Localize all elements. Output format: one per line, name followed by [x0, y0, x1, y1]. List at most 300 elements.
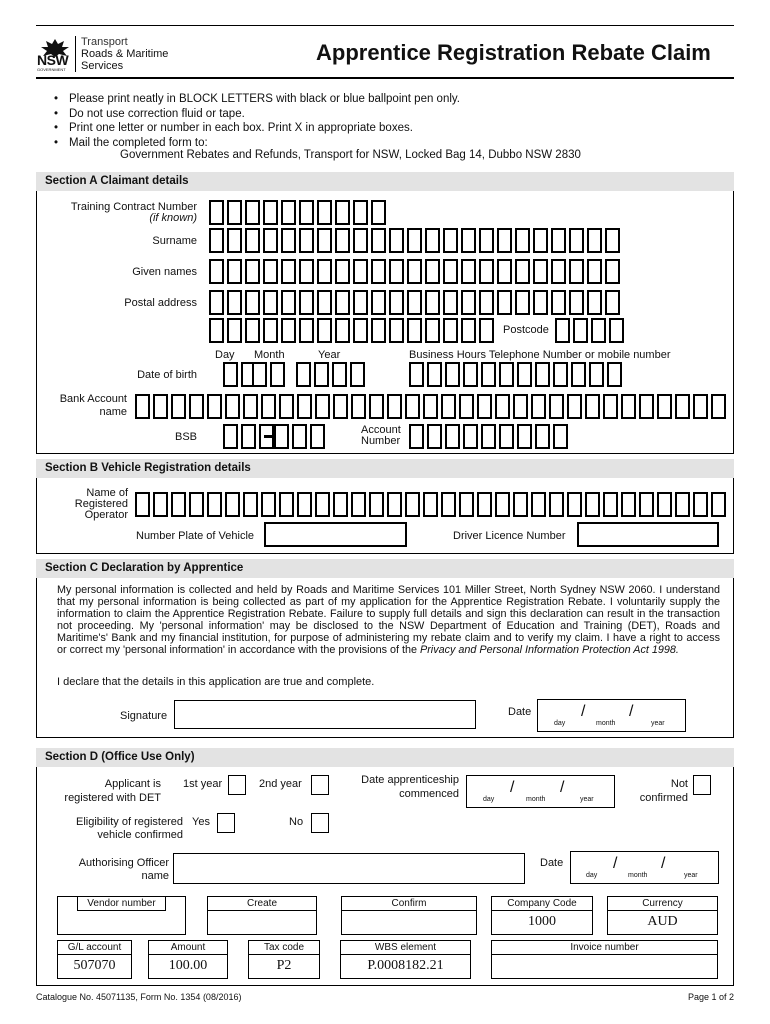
- char-box[interactable]: [263, 228, 278, 253]
- char-box[interactable]: [443, 290, 458, 315]
- char-box[interactable]: [279, 394, 294, 419]
- char-box[interactable]: [335, 259, 350, 284]
- date-commenced-label-2: commenced: [399, 788, 459, 800]
- char-box[interactable]: [477, 492, 492, 517]
- instructions-list: [54, 92, 460, 150]
- eligible-no-checkbox[interactable]: [311, 813, 329, 833]
- char-box[interactable]: [281, 259, 296, 284]
- char-box[interactable]: [353, 200, 368, 225]
- char-box[interactable]: [479, 318, 494, 343]
- char-box[interactable]: [281, 290, 296, 315]
- char-box[interactable]: [387, 394, 402, 419]
- company-code-cell[interactable]: [491, 896, 593, 935]
- char-box[interactable]: [317, 318, 332, 343]
- vendor-number-header: Vendor number: [77, 897, 166, 911]
- date-slash: /: [629, 703, 634, 720]
- char-box[interactable]: [292, 424, 307, 449]
- month-label: Month: [254, 349, 285, 361]
- char-box[interactable]: [461, 290, 476, 315]
- char-box[interactable]: [245, 318, 260, 343]
- char-box[interactable]: [189, 492, 204, 517]
- section-b-heading: Section B Vehicle Registration details: [36, 459, 734, 478]
- logo-divider: [75, 36, 76, 72]
- char-box[interactable]: [425, 318, 440, 343]
- char-box[interactable]: [317, 290, 332, 315]
- instruction-item: • Do not use correction fluid or tape.: [54, 107, 460, 122]
- char-box[interactable]: [603, 394, 618, 419]
- char-box[interactable]: [605, 290, 620, 315]
- char-box[interactable]: [207, 394, 222, 419]
- char-box[interactable]: [535, 362, 550, 387]
- section-a-heading: Section A Claimant details: [36, 172, 734, 191]
- char-box[interactable]: [589, 362, 604, 387]
- account-number-label-2: Number: [361, 435, 401, 447]
- char-box[interactable]: [481, 424, 496, 449]
- operator-boxes[interactable]: [135, 492, 729, 517]
- second-year-label: 2nd year: [259, 778, 302, 790]
- char-box[interactable]: [517, 424, 532, 449]
- page-number: Page 1 of 2: [687, 992, 734, 1002]
- char-box[interactable]: [189, 394, 204, 419]
- char-box[interactable]: [245, 290, 260, 315]
- char-box[interactable]: [243, 394, 258, 419]
- char-box[interactable]: [371, 318, 386, 343]
- char-box[interactable]: [241, 424, 256, 449]
- char-box[interactable]: [607, 362, 622, 387]
- char-box[interactable]: [209, 290, 224, 315]
- char-box[interactable]: [591, 318, 606, 343]
- wbs-element-value: P.0008182.21: [367, 958, 444, 973]
- surname-label: Surname: [152, 235, 197, 247]
- char-box[interactable]: [389, 259, 404, 284]
- dob-year-boxes[interactable]: [296, 362, 368, 387]
- char-box[interactable]: [207, 492, 222, 517]
- char-box[interactable]: [407, 228, 422, 253]
- month-hint: month: [526, 796, 546, 803]
- char-box[interactable]: [463, 424, 478, 449]
- char-box[interactable]: [263, 259, 278, 284]
- char-box[interactable]: [317, 228, 332, 253]
- char-box[interactable]: [407, 259, 422, 284]
- authorising-officer-label-1: Authorising Officer: [78, 857, 169, 869]
- char-box[interactable]: [296, 362, 311, 387]
- char-box[interactable]: [639, 492, 654, 517]
- char-box[interactable]: [353, 318, 368, 343]
- char-box[interactable]: [263, 200, 278, 225]
- licence-input[interactable]: [577, 522, 719, 547]
- date-slash: /: [560, 779, 565, 796]
- surname-boxes[interactable]: [209, 228, 623, 253]
- training-contract-boxes[interactable]: [209, 200, 389, 225]
- char-box[interactable]: [171, 492, 186, 517]
- logo-line-2: Roads & Maritime: [81, 48, 169, 60]
- instruction-item: • Please print neatly in BLOCK LETTERS with black or blue ballpoint pen only.: [54, 92, 460, 107]
- char-box[interactable]: [315, 394, 330, 419]
- char-box[interactable]: [297, 492, 312, 517]
- char-box[interactable]: [479, 228, 494, 253]
- confirm-cell[interactable]: [341, 896, 477, 935]
- char-box[interactable]: [621, 492, 636, 517]
- invoice-number-cell[interactable]: [491, 940, 718, 979]
- char-box[interactable]: [310, 424, 325, 449]
- char-box[interactable]: [389, 290, 404, 315]
- char-box[interactable]: [387, 492, 402, 517]
- top-rule: [36, 25, 734, 26]
- wbs-element-cell[interactable]: [340, 940, 471, 979]
- postcode-label: Postcode: [503, 324, 549, 336]
- char-box[interactable]: [225, 394, 240, 419]
- plate-label: Number Plate of Vehicle: [136, 530, 255, 542]
- bsb-boxes-2[interactable]: [274, 424, 328, 449]
- char-box[interactable]: [407, 290, 422, 315]
- char-box[interactable]: [371, 200, 386, 225]
- section-d-heading: Section D (Office Use Only): [36, 748, 734, 767]
- vendor-number-cell[interactable]: [57, 896, 186, 935]
- char-box[interactable]: [223, 424, 238, 449]
- char-box[interactable]: [351, 492, 366, 517]
- char-box[interactable]: [350, 362, 365, 387]
- char-box[interactable]: [513, 492, 528, 517]
- char-box[interactable]: [261, 394, 276, 419]
- char-box[interactable]: [443, 259, 458, 284]
- currency-value: AUD: [647, 914, 678, 929]
- char-box[interactable]: [657, 394, 672, 419]
- char-box[interactable]: [569, 290, 584, 315]
- char-box[interactable]: [209, 259, 224, 284]
- char-box[interactable]: [297, 394, 312, 419]
- bank-account-name-label-2: name: [99, 406, 127, 418]
- char-box[interactable]: [409, 362, 424, 387]
- char-box[interactable]: [609, 318, 624, 343]
- char-box[interactable]: [335, 200, 350, 225]
- first-year-checkbox[interactable]: [228, 775, 246, 795]
- phone-boxes[interactable]: [409, 362, 625, 387]
- day-hint: day: [554, 720, 566, 727]
- char-box[interactable]: [531, 492, 546, 517]
- char-box[interactable]: [693, 492, 708, 517]
- char-box[interactable]: [299, 200, 314, 225]
- tax-code-header: Tax code: [249, 941, 319, 955]
- char-box[interactable]: [441, 394, 456, 419]
- gl-account-header: G/L account: [58, 941, 131, 955]
- char-box[interactable]: [499, 362, 514, 387]
- bsb-label: BSB: [174, 431, 197, 443]
- char-box[interactable]: [445, 424, 460, 449]
- char-box[interactable]: [423, 394, 438, 419]
- char-box[interactable]: [227, 318, 242, 343]
- char-box[interactable]: [585, 394, 600, 419]
- month-hint: month: [596, 720, 616, 727]
- create-header: Create: [208, 897, 316, 911]
- char-box[interactable]: [639, 394, 654, 419]
- amount-cell[interactable]: [148, 940, 228, 979]
- char-box[interactable]: [497, 259, 512, 284]
- not-confirmed-label-2: confirmed: [639, 792, 688, 804]
- char-box[interactable]: [587, 228, 602, 253]
- logo-line-1: Transport: [81, 36, 128, 48]
- signature-input[interactable]: [174, 700, 476, 729]
- char-box[interactable]: [135, 492, 150, 517]
- signature-label: Signature: [120, 710, 168, 722]
- char-box[interactable]: [333, 394, 348, 419]
- char-box[interactable]: [605, 228, 620, 253]
- char-box[interactable]: [425, 228, 440, 253]
- amount-header: Amount: [149, 941, 227, 955]
- tax-code-value: P2: [276, 958, 292, 973]
- year-hint: year: [580, 796, 594, 803]
- char-box[interactable]: [533, 259, 548, 284]
- char-box[interactable]: [369, 394, 384, 419]
- char-box[interactable]: [209, 200, 224, 225]
- char-box[interactable]: [270, 362, 285, 387]
- bank-account-name-boxes[interactable]: [135, 394, 729, 419]
- licence-label: Driver Licence Number: [453, 530, 566, 542]
- char-box[interactable]: [209, 228, 224, 253]
- char-box[interactable]: [499, 424, 514, 449]
- char-box[interactable]: [533, 228, 548, 253]
- char-box[interactable]: [245, 200, 260, 225]
- plate-input[interactable]: [264, 522, 407, 547]
- char-box[interactable]: [495, 492, 510, 517]
- char-box[interactable]: [227, 259, 242, 284]
- dob-label: Date of birth: [137, 369, 197, 381]
- authorising-date-input[interactable]: [570, 851, 719, 884]
- char-box[interactable]: [621, 394, 636, 419]
- char-box[interactable]: [443, 318, 458, 343]
- char-box[interactable]: [171, 394, 186, 419]
- dob-month-boxes[interactable]: [252, 362, 288, 387]
- create-cell[interactable]: [207, 896, 317, 935]
- postal-address-boxes[interactable]: [209, 290, 623, 315]
- char-box[interactable]: [535, 424, 550, 449]
- char-box[interactable]: [299, 318, 314, 343]
- char-box[interactable]: [567, 394, 582, 419]
- account-number-boxes[interactable]: [409, 424, 571, 449]
- char-box[interactable]: [657, 492, 672, 517]
- char-box[interactable]: [425, 259, 440, 284]
- authorising-officer-input[interactable]: [173, 853, 525, 884]
- char-box[interactable]: [551, 259, 566, 284]
- char-box[interactable]: [423, 492, 438, 517]
- char-box[interactable]: [459, 492, 474, 517]
- tax-code-cell[interactable]: [248, 940, 320, 979]
- char-box[interactable]: [209, 318, 224, 343]
- day-hint: day: [586, 872, 598, 879]
- char-box[interactable]: [459, 394, 474, 419]
- second-year-checkbox[interactable]: [311, 775, 329, 795]
- char-box[interactable]: [425, 290, 440, 315]
- char-box[interactable]: [443, 228, 458, 253]
- char-box[interactable]: [515, 259, 530, 284]
- postal-address-boxes-2[interactable]: [209, 318, 497, 343]
- char-box[interactable]: [441, 492, 456, 517]
- char-box[interactable]: [497, 228, 512, 253]
- char-box[interactable]: [353, 290, 368, 315]
- char-box[interactable]: [585, 492, 600, 517]
- not-confirmed-label-1: Not: [670, 778, 688, 790]
- training-contract-label: Training Contract Number: [70, 201, 197, 213]
- year-hint: year: [651, 720, 665, 727]
- char-box[interactable]: [263, 290, 278, 315]
- char-box[interactable]: [555, 318, 570, 343]
- given-names-boxes[interactable]: [209, 259, 623, 284]
- char-box[interactable]: [227, 228, 242, 253]
- char-box[interactable]: [461, 259, 476, 284]
- company-code-value: 1000: [528, 914, 556, 929]
- char-box[interactable]: [263, 318, 278, 343]
- char-box[interactable]: [299, 290, 314, 315]
- char-box[interactable]: [549, 492, 564, 517]
- char-box[interactable]: [549, 394, 564, 419]
- char-box[interactable]: [711, 492, 726, 517]
- char-box[interactable]: [299, 259, 314, 284]
- char-box[interactable]: [351, 394, 366, 419]
- char-box[interactable]: [551, 228, 566, 253]
- char-box[interactable]: [675, 492, 690, 517]
- privacy-act-title: Privacy and Personal Information Protection Act 1998.: [420, 644, 679, 656]
- char-box[interactable]: [409, 424, 424, 449]
- char-box[interactable]: [405, 492, 420, 517]
- char-box[interactable]: [533, 290, 548, 315]
- logo-gov-text: GOVERNMENT: [37, 67, 66, 72]
- char-box[interactable]: [335, 228, 350, 253]
- date-input-c[interactable]: [537, 699, 686, 732]
- char-box[interactable]: [299, 228, 314, 253]
- char-box[interactable]: [227, 200, 242, 225]
- char-box[interactable]: [553, 362, 568, 387]
- logo-nsw-text: NSW: [37, 52, 69, 68]
- char-box[interactable]: [333, 492, 348, 517]
- char-box[interactable]: [153, 394, 168, 419]
- eligibility-label-2: vehicle confirmed: [97, 829, 183, 841]
- char-box[interactable]: [371, 228, 386, 253]
- char-box[interactable]: [531, 394, 546, 419]
- operator-label-1: Name of: [86, 487, 128, 499]
- char-box[interactable]: [587, 259, 602, 284]
- char-box[interactable]: [515, 290, 530, 315]
- char-box[interactable]: [389, 228, 404, 253]
- gl-account-value: 507070: [73, 958, 116, 973]
- char-box[interactable]: [371, 290, 386, 315]
- char-box[interactable]: [252, 362, 267, 387]
- char-box[interactable]: [314, 362, 329, 387]
- char-box[interactable]: [369, 492, 384, 517]
- char-box[interactable]: [479, 259, 494, 284]
- phone-label: Business Hours Telephone Number or mobile number: [409, 349, 671, 361]
- char-box[interactable]: [427, 362, 442, 387]
- char-box[interactable]: [353, 228, 368, 253]
- char-box[interactable]: [569, 259, 584, 284]
- char-box[interactable]: [569, 228, 584, 253]
- char-box[interactable]: [353, 259, 368, 284]
- char-box[interactable]: [274, 424, 289, 449]
- instruction-item: • Print one letter or number in each box. Print X in appropriate boxes.: [54, 121, 460, 136]
- char-box[interactable]: [481, 362, 496, 387]
- char-box[interactable]: [407, 318, 422, 343]
- char-box[interactable]: [332, 362, 347, 387]
- char-box[interactable]: [335, 290, 350, 315]
- currency-cell[interactable]: [607, 896, 718, 935]
- char-box[interactable]: [495, 394, 510, 419]
- char-box[interactable]: [243, 492, 258, 517]
- char-box[interactable]: [445, 362, 460, 387]
- char-box[interactable]: [389, 318, 404, 343]
- postcode-boxes[interactable]: [555, 318, 627, 343]
- char-box[interactable]: [225, 492, 240, 517]
- char-box[interactable]: [693, 394, 708, 419]
- date-slash: /: [510, 779, 515, 796]
- year-label: Year: [318, 349, 341, 361]
- char-box[interactable]: [603, 492, 618, 517]
- date-label-c: Date: [508, 706, 532, 718]
- char-box[interactable]: [461, 228, 476, 253]
- char-box[interactable]: [281, 228, 296, 253]
- char-box[interactable]: [517, 362, 532, 387]
- char-box[interactable]: [335, 318, 350, 343]
- char-box[interactable]: [675, 394, 690, 419]
- char-box[interactable]: [315, 492, 330, 517]
- section-c-heading: Section C Declaration by Apprentice: [36, 559, 734, 578]
- char-box[interactable]: [567, 492, 582, 517]
- char-box[interactable]: [497, 290, 512, 315]
- year-hint: year: [684, 872, 698, 879]
- given-names-label: Given names: [132, 266, 197, 278]
- char-box[interactable]: [245, 259, 260, 284]
- char-box[interactable]: [461, 318, 476, 343]
- char-box[interactable]: [371, 259, 386, 284]
- char-box[interactable]: [463, 362, 478, 387]
- char-box[interactable]: [261, 492, 276, 517]
- char-box[interactable]: [587, 290, 602, 315]
- char-box[interactable]: [317, 259, 332, 284]
- char-box[interactable]: [317, 200, 332, 225]
- char-box[interactable]: [477, 394, 492, 419]
- char-box[interactable]: [281, 200, 296, 225]
- char-box[interactable]: [711, 394, 726, 419]
- char-box[interactable]: [427, 424, 442, 449]
- char-box[interactable]: [153, 492, 168, 517]
- bsb-dash: [264, 435, 272, 438]
- char-box[interactable]: [571, 362, 586, 387]
- char-box[interactable]: [513, 394, 528, 419]
- char-box[interactable]: [573, 318, 588, 343]
- declaration-paragraph: My personal information is collected and held by Roads and Maritime Services 101 Miller Street, North Sydney NSW 2060. I understand that my personal information is being collected as part of my application for the Apprentice Registration Rebate. I voluntarily supply the information to claim the Apprentice Registration Rebate. Failure to supply full details and sign this declaration can result in the transaction not proceeding. My 'personal information' may be disclosed to the NSW Department of Education and Training (DET), Roads and Maritime's' Bank and my financial institution, for purpose of administering my rebate claim and to verify my claim. I have a right to access or correct my 'personal information' in accordance with the provisions of the: [57, 584, 720, 656]
- date-label-d: Date: [540, 857, 564, 869]
- char-box[interactable]: [227, 290, 242, 315]
- date-commenced-input[interactable]: [466, 775, 615, 808]
- char-box[interactable]: [245, 228, 260, 253]
- char-box[interactable]: [515, 228, 530, 253]
- applicant-label-1: Applicant is: [104, 778, 161, 790]
- eligible-yes-checkbox[interactable]: [217, 813, 235, 833]
- mail-address: Government Rebates and Refunds, Transport for NSW, Locked Bag 14, Dubbo NSW 2830: [120, 149, 581, 161]
- char-box[interactable]: [605, 259, 620, 284]
- char-box[interactable]: [279, 492, 294, 517]
- char-box[interactable]: [135, 394, 150, 419]
- if-known-label: (if known): [149, 212, 197, 224]
- char-box[interactable]: [405, 394, 420, 419]
- char-box[interactable]: [551, 290, 566, 315]
- char-box[interactable]: [553, 424, 568, 449]
- char-box[interactable]: [281, 318, 296, 343]
- not-confirmed-checkbox[interactable]: [693, 775, 711, 795]
- gl-account-cell[interactable]: [57, 940, 132, 979]
- form-title: Apprentice Registration Rebate Claim: [316, 40, 711, 65]
- declare-statement: I declare that the details in this application are true and complete.: [57, 676, 375, 688]
- char-box[interactable]: [223, 362, 238, 387]
- char-box[interactable]: [479, 290, 494, 315]
- bank-account-name-label-1: Bank Account: [59, 393, 127, 405]
